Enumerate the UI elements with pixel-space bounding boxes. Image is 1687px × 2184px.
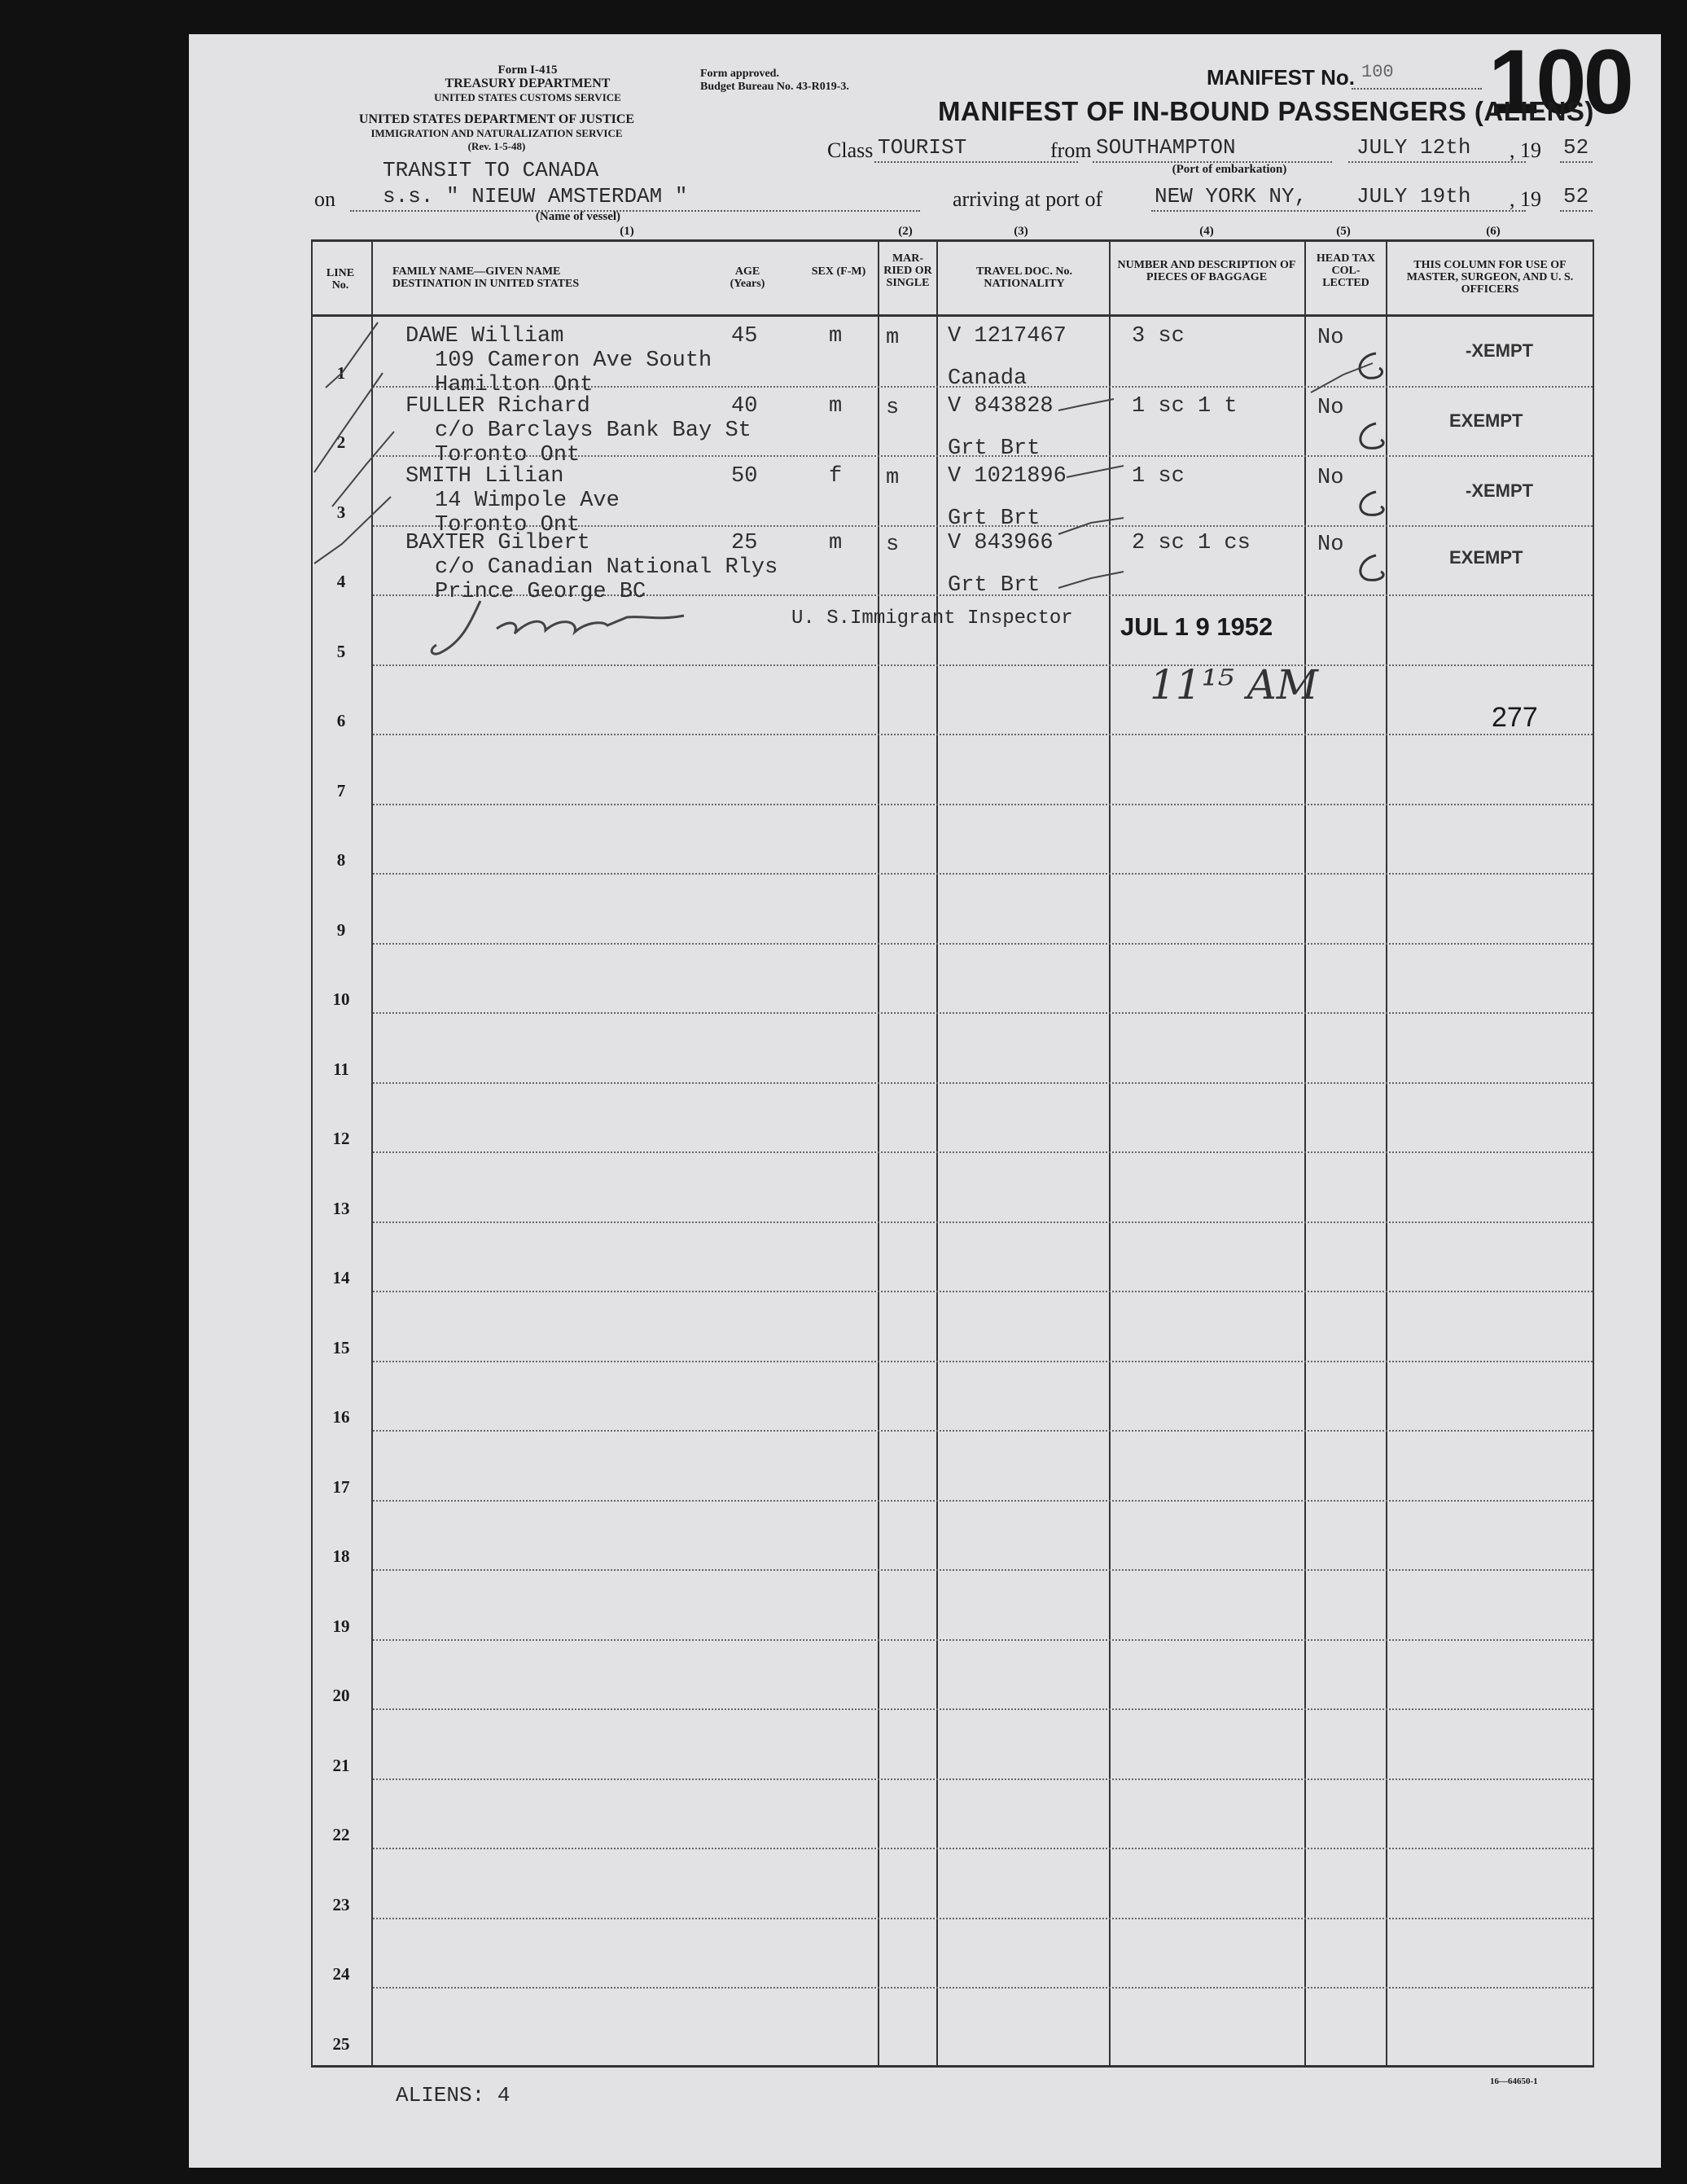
- line-number: 7: [336, 780, 346, 800]
- passenger-address: 14 Wimpole Ave: [435, 489, 620, 513]
- line-number: 17: [332, 1476, 350, 1497]
- col-header-age: AGE (Years): [730, 265, 765, 290]
- aliens-total: ALIENS: 4: [396, 2083, 510, 2107]
- departure-year-prefix: , 19: [1510, 138, 1541, 162]
- row-divider: [373, 1082, 1593, 1084]
- passenger-travel-doc: V 1021896: [948, 464, 1067, 489]
- col-header-sex: SEX (F-M): [811, 265, 866, 278]
- passenger-baggage: 1 sc: [1132, 464, 1185, 489]
- passenger-marital-status: m: [886, 466, 900, 490]
- column-number-4: (4): [1199, 225, 1214, 238]
- passenger-city: Hamilton Ont: [435, 373, 594, 397]
- row-divider: [373, 1012, 1593, 1014]
- col-header-name: FAMILY NAME—GIVEN NAME DESTINATION IN UNITED STATES: [392, 265, 580, 290]
- passenger-nationality: Grt Brt: [948, 507, 1041, 531]
- row-divider: [373, 1848, 1593, 1849]
- line-number: 3: [336, 502, 346, 522]
- passenger-sex: m: [829, 531, 843, 555]
- passenger-nationality: Grt Brt: [948, 436, 1041, 461]
- passenger-marital-status: s: [886, 533, 900, 557]
- col-header-head-tax: HEAD TAX COL-LECTED: [1316, 252, 1376, 289]
- passenger-head-tax: No: [1317, 466, 1344, 490]
- inspection-date-stamp: JUL 1 9 1952: [1120, 612, 1273, 641]
- passenger-travel-doc: V 843966: [948, 531, 1054, 555]
- column-number-5: (5): [1336, 225, 1351, 238]
- from-value: SOUTHAMPTON: [1096, 135, 1236, 160]
- passenger-travel-doc: V 843828: [948, 394, 1054, 419]
- row-divider: [373, 1291, 1593, 1292]
- arriving-label: arriving at port of: [953, 187, 1103, 211]
- row-divider: [373, 1361, 1593, 1362]
- passenger-sex: m: [829, 394, 843, 419]
- passenger-address: c/o Canadian National Rlys: [435, 555, 778, 580]
- column-number-1: (1): [620, 225, 634, 238]
- column-number-6: (6): [1486, 225, 1501, 238]
- line-number: 13: [332, 1198, 350, 1218]
- row-divider: [373, 1151, 1593, 1153]
- passenger-age: 25: [731, 531, 758, 555]
- vessel-name: s.s. " NIEUW AMSTERDAM ": [383, 184, 688, 208]
- passenger-age: 40: [731, 394, 758, 419]
- vessel-caption: (Name of vessel): [535, 210, 621, 223]
- form-number: Form I-415: [497, 64, 558, 77]
- passenger-name: BAXTER Gilbert: [405, 531, 590, 555]
- row-divider: [373, 943, 1593, 945]
- passenger-age: 45: [731, 324, 758, 349]
- passenger-head-tax: No: [1317, 326, 1344, 350]
- column-number-2: (2): [898, 225, 913, 238]
- form-revision: (Rev. 1-5-48): [467, 140, 526, 152]
- line-number: 24: [332, 1964, 350, 1984]
- line-number: 12: [332, 1129, 350, 1148]
- line-number: 16: [332, 1407, 350, 1427]
- officer-note: -XEMPT: [1466, 340, 1534, 361]
- line-number: 5: [336, 641, 346, 661]
- line-number: 9: [336, 919, 346, 940]
- line-number: 15: [332, 1337, 350, 1357]
- row-divider: [373, 1430, 1593, 1432]
- inspector-label: U. S.Immigrant Inspector: [791, 607, 1073, 629]
- line-number: 21: [332, 1755, 350, 1775]
- line-number: 11: [333, 1059, 349, 1079]
- arrival-port: NEW YORK NY,: [1155, 184, 1308, 208]
- line-number: 6: [336, 711, 346, 730]
- line-number: 1: [336, 362, 346, 383]
- row-divider: [373, 1708, 1593, 1710]
- justice-dept: UNITED STATES DEPARTMENT OF JUSTICE: [358, 112, 635, 126]
- passenger-head-tax: No: [1317, 533, 1344, 557]
- line-number: 20: [332, 1686, 350, 1705]
- port-embarkation-caption: (Port of embarkation): [1172, 163, 1287, 176]
- row-divider: [373, 1778, 1593, 1780]
- line-number: 4: [336, 572, 346, 591]
- passenger-nationality: Canada: [948, 366, 1028, 391]
- arrival-year: 52: [1563, 184, 1589, 208]
- passenger-marital-status: m: [886, 326, 900, 350]
- line-number: 23: [332, 1894, 350, 1914]
- class-value: TOURIST: [878, 135, 967, 160]
- form-approved: Form approved.: [700, 68, 779, 80]
- passenger-name: SMITH Lilian: [405, 464, 564, 489]
- passenger-name: DAWE William: [405, 324, 564, 349]
- passenger-marital-status: s: [886, 396, 900, 420]
- inspector-signature: [489, 616, 495, 617]
- row-divider: [373, 1918, 1593, 1919]
- passenger-address: 109 Cameron Ave South: [435, 349, 712, 373]
- officer-note: EXEMPT: [1449, 547, 1523, 568]
- departure-date: JULY 12th: [1356, 135, 1471, 160]
- passenger-travel-doc: V 1217467: [948, 324, 1067, 349]
- inspector-signature-scrawl: [423, 593, 765, 666]
- row-divider: [373, 1987, 1593, 1989]
- passenger-head-tax: No: [1317, 396, 1344, 420]
- count-stamp: 277: [1492, 702, 1538, 733]
- col-header-married: MAR-RIED OR SINGLE: [883, 252, 932, 289]
- passenger-name: FULLER Richard: [405, 394, 590, 419]
- line-number: 8: [336, 850, 346, 870]
- manifest-stamped-number: 100: [1488, 31, 1631, 133]
- passenger-nationality: Grt Brt: [948, 573, 1041, 598]
- from-label: from: [1050, 138, 1092, 162]
- arrival-date: JULY 19th: [1356, 184, 1471, 208]
- passenger-baggage: 2 sc 1 cs: [1132, 531, 1251, 555]
- transit-note: TRANSIT TO CANADA: [383, 158, 599, 182]
- officer-note: EXEMPT: [1449, 410, 1523, 431]
- row-divider: [373, 804, 1593, 805]
- col-header-line-no: LINE No.: [326, 267, 355, 292]
- row-divider: [373, 1639, 1593, 1641]
- passenger-sex: m: [829, 324, 843, 349]
- inspection-time: 11¹⁵ AM: [1150, 661, 1318, 708]
- col-header-baggage: NUMBER AND DESCRIPTION OF PIECES OF BAGGAGE: [1117, 259, 1296, 283]
- passenger-baggage: 1 sc 1 t: [1132, 394, 1238, 419]
- departure-year: 52: [1563, 135, 1589, 160]
- passenger-sex: f: [829, 464, 843, 489]
- row-divider: [373, 1569, 1593, 1571]
- passenger-address: c/o Barclays Bank Bay St: [435, 419, 751, 443]
- on-label: on: [314, 187, 335, 211]
- row-divider: [373, 873, 1593, 875]
- passenger-city: Prince George BC: [435, 580, 646, 604]
- row-divider: [373, 1500, 1593, 1502]
- print-code: 16—64650-1: [1490, 2077, 1538, 2086]
- page-title: MANIFEST OF IN-BOUND PASSENGERS (ALIENS): [938, 96, 1594, 126]
- customs-service: UNITED STATES CUSTOMS SERVICE: [434, 91, 621, 103]
- line-number: 18: [332, 1546, 350, 1566]
- officer-note: -XEMPT: [1466, 480, 1534, 501]
- line-number: 22: [332, 1825, 350, 1844]
- ins-service: IMMIGRATION AND NATURALIZATION SERVICE: [370, 127, 623, 139]
- line-number: 10: [332, 989, 350, 1009]
- passenger-city: Toronto Ont: [435, 443, 581, 467]
- col-header-officers: THIS COLUMN FOR USE OF MASTER, SURGEON, AND U. S. OFFICERS: [1406, 259, 1574, 296]
- passenger-age: 50: [731, 464, 758, 489]
- treasury-dept: TREASURY DEPARTMENT: [445, 77, 611, 90]
- passenger-city: Toronto Ont: [435, 513, 581, 537]
- arrival-year-prefix: , 19: [1510, 187, 1541, 211]
- line-number: 2: [336, 432, 346, 452]
- col-header-travel-doc: TRAVEL DOC. No. NATIONALITY: [976, 265, 1072, 290]
- row-divider: [373, 1221, 1593, 1223]
- budget-bureau: Budget Bureau No. 43-R019-3.: [700, 81, 849, 93]
- column-number-3: (3): [1014, 225, 1028, 238]
- passenger-baggage: 3 sc: [1132, 324, 1185, 349]
- manifest-label: MANIFEST No.: [1207, 65, 1355, 90]
- row-divider: [373, 734, 1593, 735]
- line-number: 14: [332, 1268, 350, 1287]
- line-number: 25: [332, 2033, 350, 2054]
- line-number: 19: [332, 1616, 350, 1636]
- manifest-typed-number: 100: [1361, 62, 1394, 82]
- class-label: Class: [827, 138, 874, 162]
